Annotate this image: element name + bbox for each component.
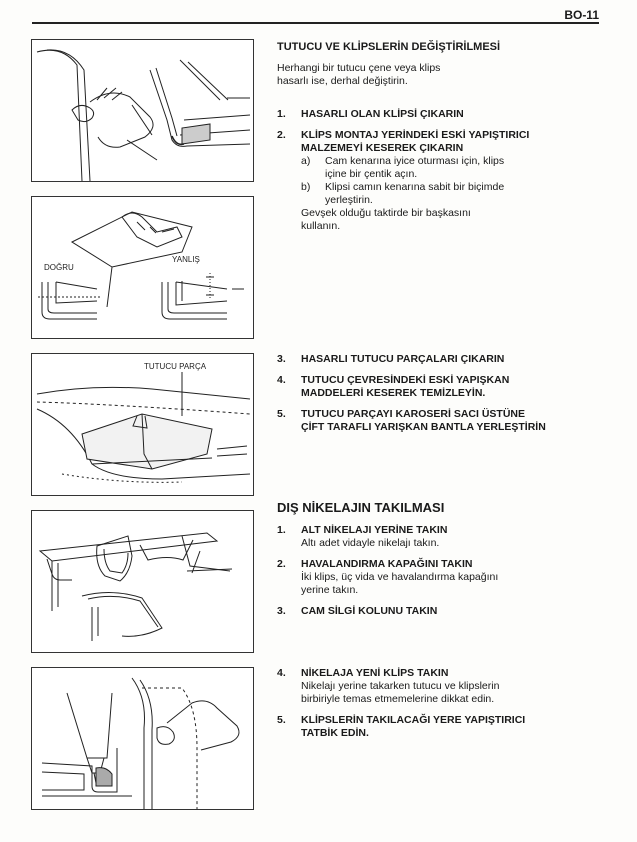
step-4 <box>277 667 597 706</box>
substep-a <box>301 155 597 181</box>
step-number: 1. <box>277 524 286 536</box>
substep-b <box>301 181 597 207</box>
step-number: 2. <box>277 558 286 570</box>
step-body: birbiriyle temas etmemelerine dikkat edin. <box>301 693 495 705</box>
step-number: 4. <box>277 374 286 386</box>
step-4 <box>277 374 597 400</box>
step-1 <box>277 108 597 121</box>
substep-text: Klipsi camın kenarına sabit bir biçimde <box>325 181 505 193</box>
substep-text: içine bir çentik açın. <box>325 168 418 180</box>
figure-adhesive-application <box>31 667 254 810</box>
step-5 <box>277 714 597 740</box>
figure-holder-part <box>31 353 254 496</box>
step-3 <box>277 605 597 618</box>
step-number: 2. <box>277 129 286 141</box>
section-title: TUTUCU VE KLİPSLERİN DEĞİŞTİRİLMESİ <box>277 41 501 53</box>
step-number: 4. <box>277 667 286 679</box>
step-number: 5. <box>277 408 286 420</box>
step-note: Gevşek olduğu taktirde bir başkasını <box>301 207 471 219</box>
step-heading: HASARLI TUTUCU PARÇALARI ÇIKARIN <box>301 353 505 365</box>
substep-text: Cam kenarına iyice oturması için, klips <box>325 155 505 167</box>
step-body: Nikelajı yerine takarken tutucu ve klipslerin <box>301 680 500 692</box>
step-heading: TATBİK EDİN. <box>301 727 369 739</box>
step-heading: HAVALANDIRMA KAPAĞINI TAKIN <box>301 558 473 570</box>
section-holder-parts <box>277 353 597 434</box>
step-3 <box>277 353 597 366</box>
label-wrong: YANLIŞ <box>172 255 200 264</box>
step-body: İki klips, üç vida ve havalandırma kapağını <box>301 571 499 583</box>
step-2 <box>277 129 597 233</box>
step-5 <box>277 408 597 434</box>
section-replace-clips <box>277 41 597 233</box>
step-heading: TUTUCU PARÇAYI KAROSERİ SACI ÜSTÜNE <box>301 408 526 420</box>
step-note: kullanın. <box>301 220 341 232</box>
step-heading: ALT NİKELAJI YERİNE TAKIN <box>301 524 448 536</box>
substep-text: yerleştirin. <box>325 194 373 206</box>
step-heading: KLİPSLERİN TAKILACAĞI YERE YAPIŞTIRICI <box>301 714 526 726</box>
step-heading: NİKELAJA YENİ KLİPS TAKIN <box>301 667 449 679</box>
figure-clip-removal <box>31 39 254 182</box>
figure-clip-right-wrong <box>31 196 254 339</box>
step-number: 3. <box>277 353 286 365</box>
figure-lower-trim <box>31 510 254 653</box>
substep-label: a) <box>301 155 311 167</box>
step-number: 5. <box>277 714 286 726</box>
section-outer-trim <box>277 500 597 618</box>
step-body: Altı adet vidayle nikelajı takın. <box>301 537 440 549</box>
step-number: 1. <box>277 108 286 120</box>
header-rule <box>32 22 599 24</box>
step-heading: KLİPS MONTAJ YERİNDEKİ ESKİ YAPIŞTIRICI <box>301 129 530 141</box>
label-correct: DOĞRU <box>44 263 74 272</box>
step-heading: MADDELERİ KESEREK TEMİZLEYİN. <box>301 387 486 399</box>
step-heading: ÇİFT TARAFLI YARIŞKAN BANTLA YERLEŞTİRİN <box>301 421 546 433</box>
intro-line: Herhangi bir tutucu çene veya klips <box>277 62 441 74</box>
page-number: BO-11 <box>564 8 599 22</box>
step-heading: MALZEMEYİ KESEREK ÇIKARIN <box>301 142 464 154</box>
intro-line: hasarlı ise, derhal değiştirin. <box>277 75 408 87</box>
substep-label: b) <box>301 181 311 193</box>
step-number: 3. <box>277 605 286 617</box>
step-body: yerine takın. <box>301 584 359 596</box>
step-heading: CAM SİLGİ KOLUNU TAKIN <box>301 605 438 617</box>
section-title: DIŞ NİKELAJIN TAKILMASI <box>277 500 445 515</box>
section-new-clips <box>277 667 597 740</box>
label-holder-part: TUTUCU PARÇA <box>144 362 207 371</box>
step-1 <box>277 524 597 550</box>
step-heading: TUTUCU ÇEVRESİNDEKİ ESKİ YAPIŞKAN <box>301 374 510 386</box>
step-2 <box>277 558 597 597</box>
step-heading: HASARLI OLAN KLİPSİ ÇIKARIN <box>301 108 464 120</box>
